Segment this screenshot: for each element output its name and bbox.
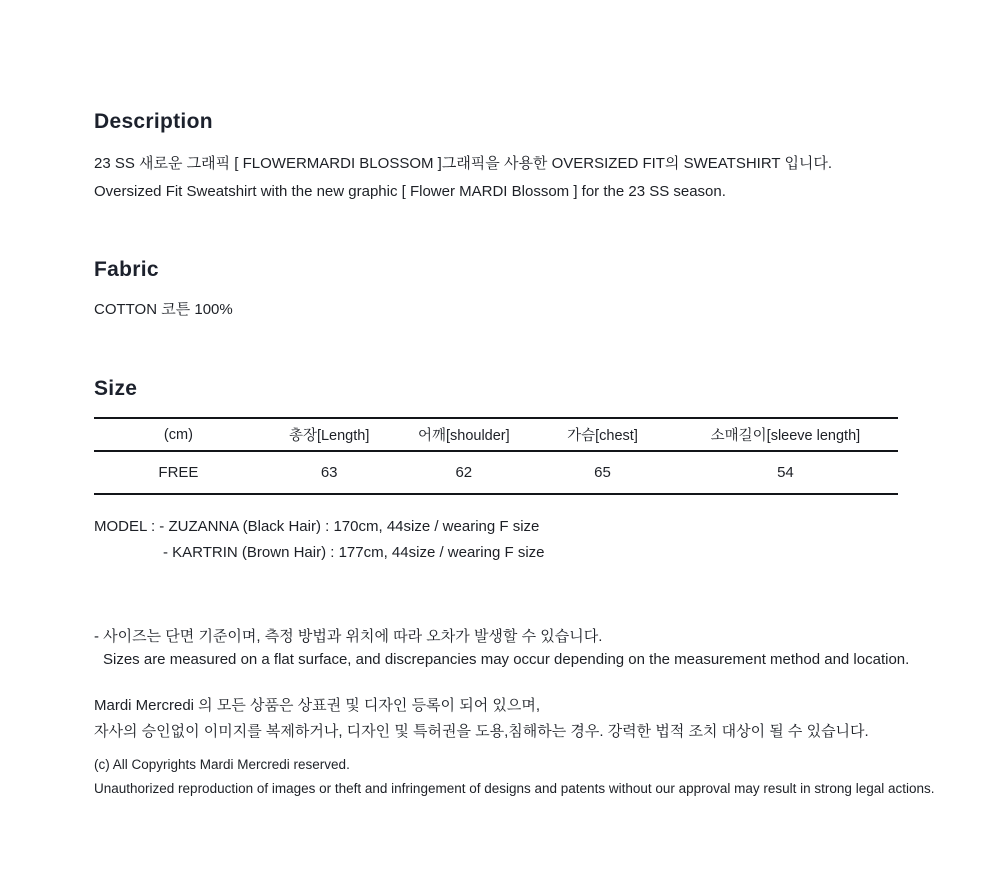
copyright-line-english-long: Unauthorized reproduction of images or theft and infringement of designs and patents without our approval may result in strong legal actions.	[94, 781, 935, 796]
description-heading: Description	[94, 110, 213, 133]
size-table-header-unit: (cm)	[163, 426, 193, 443]
copyright-line-english-short: (c) All Copyrights Mardi Mercredi reserved.	[94, 757, 350, 772]
size-section	[94, 376, 898, 566]
fabric-heading: Fabric	[94, 258, 159, 281]
size-table-header-row	[94, 418, 898, 451]
fabric-section	[94, 257, 233, 320]
model-info	[94, 514, 898, 566]
size-table-header-chest: 가슴[chest]	[567, 428, 638, 444]
measurement-note-english: Sizes are measured on a flat surface, and discrepancies may occur depending on the measurement method and location.	[103, 651, 910, 668]
size-table-row-free	[94, 451, 898, 494]
copyright-notice	[94, 753, 935, 801]
legal-notice-line2-korean: 자사의 승인없이 이미지를 복제하거나, 디자인 및 특허권을 도용,침해하는 경우. 강력한 법적 조치 대상이 될 수 있습니다.	[94, 723, 869, 740]
legal-notice	[94, 693, 869, 745]
measurement-note-korean: - 사이즈는 단면 기준이며, 측정 방법과 위치에 따라 오차가 발생할 수 있습니다.	[94, 628, 603, 645]
size-cell-size-name: FREE	[158, 464, 199, 481]
size-table-header-length: 총장[Length]	[288, 428, 370, 444]
description-section	[94, 109, 832, 206]
size-table-header-sleeve: 소매길이[sleeve length]	[710, 428, 861, 444]
size-heading: Size	[94, 377, 138, 400]
size-cell-shoulder: 62	[455, 464, 473, 481]
size-table	[94, 417, 898, 495]
model-info-line-zuzanna: MODEL : - ZUZANNA (Black Hair) : 170cm, 44size / wearing F size	[94, 518, 540, 535]
measurement-notes	[94, 625, 909, 671]
size-table-header-shoulder: 어깨[shoulder]	[417, 428, 510, 444]
model-info-line-kartrin: - KARTRIN (Brown Hair) : 177cm, 44size / wearing F size	[163, 544, 545, 561]
description-text-english: Oversized Fit Sweatshirt with the new graphic [ Flower MARDI Blossom ] for the 23 SS season.	[94, 183, 726, 200]
size-cell-sleeve: 54	[777, 464, 794, 481]
size-cell-length: 63	[320, 464, 338, 481]
size-cell-chest: 65	[594, 464, 611, 481]
fabric-content: COTTON 코튼 100%	[94, 301, 233, 318]
description-text-korean: 23 SS 새로운 그래픽 [ FLOWERMARDI BLOSSOM ]그래픽을 사용한 OVERSIZED FIT의 SWEATSHIRT 입니다.	[94, 155, 833, 172]
legal-notice-line1-korean: Mardi Mercredi 의 모든 상품은 상표권 및 디자인 등록이 되어 있으며,	[94, 697, 540, 714]
